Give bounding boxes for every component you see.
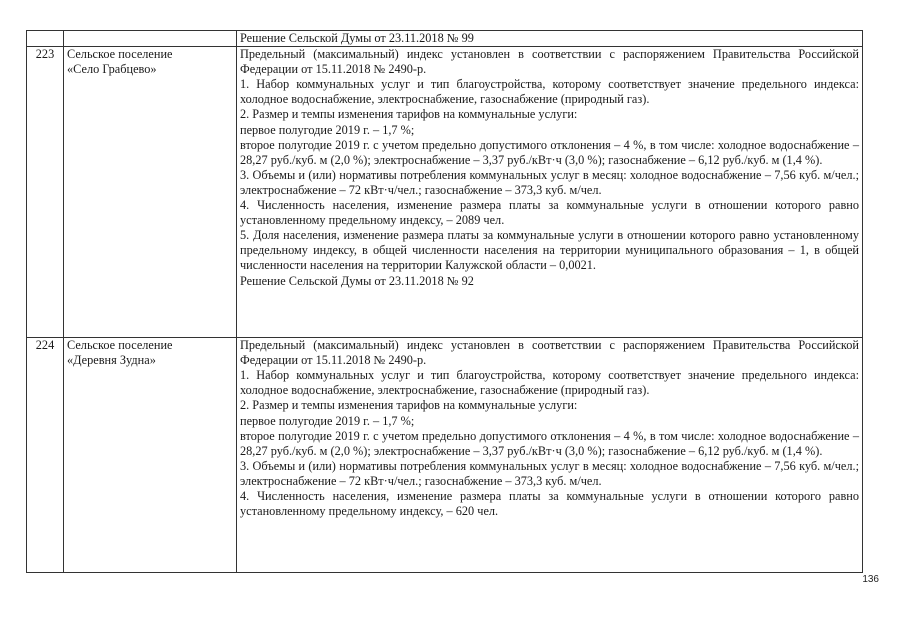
settlement-name <box>64 47 237 338</box>
paragraph: 1. Набор коммунальных услуг и тип благоустройства, которому соответствует значение предельного индекса: холодное водоснабжение, электроснабжение, газоснабжение (природный газ). <box>240 77 859 107</box>
paragraph: второе полугодие 2019 г. с учетом предельно допустимого отклонения – 4 %, в том числе: холодное водоснабжение – 28,27 руб./куб. м (2,0 %); электроснабжение – 3,37 руб./кВт·ч (3,0 %); газоснабжение – 6,12 руб./куб. м (1,4 %). <box>240 137 859 167</box>
paragraph: 4. Численность населения, изменение размера платы за коммунальные услуги в отношении которого равно установленному предельному индексу, – 2089 чел. <box>240 198 859 228</box>
index-description <box>237 338 863 573</box>
settlement-name-line: «Село Грабцево» <box>67 62 157 77</box>
paragraph: первое полугодие 2019 г. – 1,7 %; <box>240 413 415 428</box>
content-cell <box>237 31 863 47</box>
paragraph: 2. Размер и темпы изменения тарифов на коммунальные услуги: <box>240 398 578 413</box>
paragraph: 2. Размер и темпы изменения тарифов на коммунальные услуги: <box>240 107 578 122</box>
settlement-name-line: «Деревня Зудна» <box>67 353 156 368</box>
paragraph: Предельный (максимальный) индекс установлен в соответствии с распоряжением Правительства Российской Федерации от 15.11.2018 № 2490-р. <box>240 47 859 77</box>
decision-reference: Решение Сельской Думы от 23.11.2018 № 99 <box>240 31 474 45</box>
tariff-index-table <box>26 30 863 573</box>
table-row-continuation <box>27 31 863 47</box>
table-row-223 <box>27 47 863 338</box>
paragraph: 1. Набор коммунальных услуг и тип благоустройства, которому соответствует значение предельного индекса: холодное водоснабжение, электроснабжение, газоснабжение (природный газ). <box>240 368 859 398</box>
table-row-224 <box>27 338 863 573</box>
paragraph: 3. Объемы и (или) нормативы потребления коммунальных услуг в месяц: холодное водоснабжение – 7,56 куб. м/чел.; электроснабжение – 72 кВт·ч/чел.; газоснабжение – 373,3 куб. м/чел. <box>240 167 859 197</box>
row-number: 224 <box>27 338 64 573</box>
row-number: 223 <box>27 47 64 338</box>
index-description <box>237 47 863 338</box>
num-cell <box>27 31 64 47</box>
decision-reference: Решение Сельской Думы от 23.11.2018 № 92 <box>240 273 474 288</box>
paragraph: первое полугодие 2019 г. – 1,7 %; <box>240 122 415 137</box>
settlement-name-line: Сельское поселение <box>67 338 173 353</box>
paragraph: 4. Численность населения, изменение размера платы за коммунальные услуги в отношении которого равно установленному предельному индексу, – 620 чел. <box>240 489 859 519</box>
paragraph: второе полугодие 2019 г. с учетом предельно допустимого отклонения – 4 %, в том числе: холодное водоснабжение – 28,27 руб./куб. м (2,0 %); электроснабжение – 3,37 руб./кВт·ч (3,0 %); газоснабжение – 6,12 руб./куб. м (1,4 %). <box>240 428 859 458</box>
settlement-name-line: Сельское поселение <box>67 47 173 62</box>
page-number: 136 <box>862 574 879 585</box>
paragraph: 5. Доля населения, изменение размера платы за коммунальные услуги в отношении которого равно установленному предельному индексу, в общей численности населения на территории муниципального образования – 1, в общей численности населения на территории Калужской области – 0,0021. <box>240 228 859 273</box>
paragraph: Предельный (максимальный) индекс установлен в соответствии с распоряжением Правительства Российской Федерации от 15.11.2018 № 2490-р. <box>240 338 859 368</box>
paragraph: 3. Объемы и (или) нормативы потребления коммунальных услуг в месяц: холодное водоснабжение – 7,56 куб. м/чел.; электроснабжение – 72 кВт·ч/чел.; газоснабжение – 373,3 куб. м/чел. <box>240 458 859 488</box>
name-cell <box>64 31 237 47</box>
settlement-name <box>64 338 237 573</box>
